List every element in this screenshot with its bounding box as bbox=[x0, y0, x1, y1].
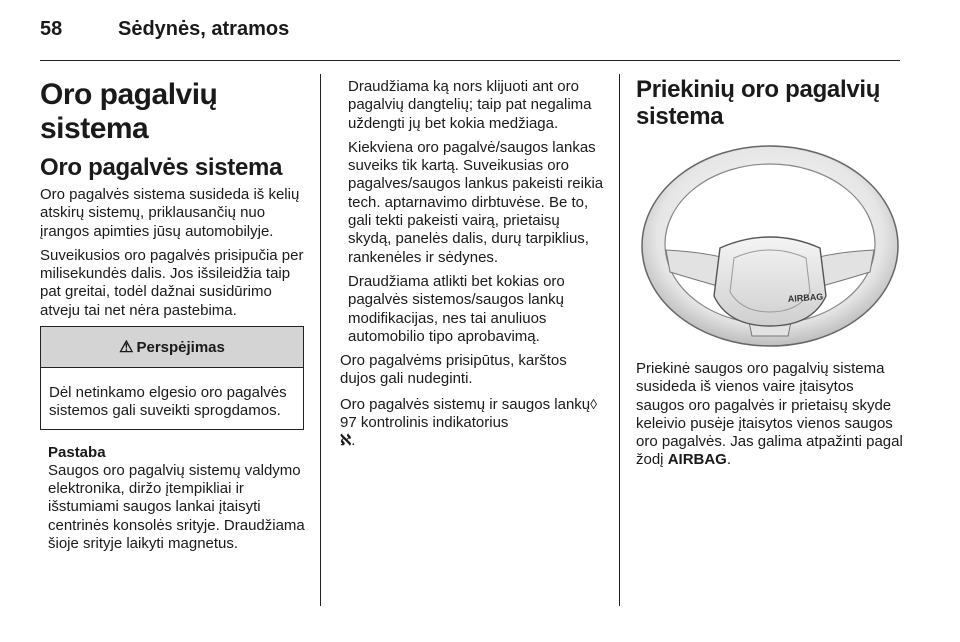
subsection-title: Oro pagalvės sistema bbox=[40, 154, 283, 181]
paragraph-text: Oro pagalvės sistemų ir saugos lankų bbox=[340, 395, 591, 413]
note-title: Pastaba bbox=[48, 443, 106, 461]
paragraph: Draudžiama ką nors klijuoti ant oro pagalvių dangtelių; taip pat negalima uždengti jų bet kokia medžiaga. bbox=[348, 78, 592, 132]
warning-header bbox=[41, 327, 303, 368]
column-divider-1 bbox=[320, 74, 321, 606]
warning-text: Dėl netinkamo elgesio oro pagalvės sistemos gali suveikti sprogdamos. bbox=[49, 384, 287, 420]
paragraph-text: Priekinė saugos oro pagalvių sistema susideda iš vienos vaire įtaisytos saugos oro pagalvės ir prietaisų skyde keleivio pusėje įtaisytos vienos saugos oro pagalvės. Jas galima atpažinti pagal žodį bbox=[636, 360, 903, 469]
paragraph: Kiekviena oro pagalvė/saugos lankas suveiks tik kartą. Suveikusias oro pagalves/saugos lankus pakeisti reikia tech. aptarnavimo dirbtuvėse. Be to, gali tekti pakeisti vairą, prietaisų skydą, panelės dalis, durų tarpiklius, rankenėles ir sėdynes. bbox=[348, 138, 604, 266]
note-block bbox=[40, 444, 305, 553]
page-number: 58 bbox=[40, 18, 63, 40]
paragraph: Oro pagalvėms prisipūtus, karštos dujos gali nudeginti. bbox=[340, 352, 567, 388]
column-2 bbox=[340, 66, 605, 457]
airbag-keyword: AIRBAG bbox=[667, 451, 727, 469]
section-title: Oro pagalvių sistema bbox=[40, 78, 218, 145]
column-1 bbox=[40, 66, 305, 559]
paragraph: Suveikusios oro pagalvės prisipučia per milisekundės dalis. Jos išsileidžia taip pat greitai, todėl dažnai susidūrimo atveju tai net nėra pastebima. bbox=[40, 246, 304, 319]
column-3 bbox=[636, 66, 904, 476]
note-text: Saugos oro pagalvių sistemų valdymo elektronika, diržo įtempikliai ir išstumiami saugos lankai įtaisyti centrinės konsolės srityje. Draudžiama šioje srityje laikyti magnetus. bbox=[48, 461, 305, 552]
warning-title: Perspėjimas bbox=[136, 338, 225, 356]
section-title: Priekinių oro pagalvių sistema bbox=[636, 76, 881, 130]
page-reference-icon[interactable]: ◊ bbox=[590, 395, 598, 412]
paragraph: Draudžiama atlikti bet kokias oro pagalvės sistemos/saugos lankų modifikacijas, nes tai anuliuos automobilio tipo aprobavimą. bbox=[348, 272, 565, 345]
warning-triangle-icon: ⚠ bbox=[119, 339, 134, 357]
paragraph-text: . bbox=[351, 432, 356, 450]
steering-wheel-airbag-image bbox=[636, 140, 904, 352]
chapter-title: Sėdynės, atramos bbox=[118, 18, 290, 40]
page-header bbox=[40, 18, 289, 48]
paragraph bbox=[636, 360, 904, 470]
header-rule bbox=[40, 60, 900, 61]
airbag-indicator-icon: ℵ bbox=[340, 432, 352, 450]
airbag-label: AIRBAG bbox=[787, 291, 824, 304]
paragraph: Oro pagalvės sistema susideda iš kelių atskirų sistemų, priklausančių nuo įrangos apimties jūsų automobilyje. bbox=[40, 186, 300, 240]
paragraph-text: . bbox=[726, 451, 732, 469]
column-divider-2 bbox=[619, 74, 620, 606]
warning-box bbox=[40, 326, 304, 430]
paragraph-text: 97 kontrolinis indikatorius bbox=[340, 414, 509, 432]
paragraph-with-reference bbox=[340, 395, 605, 451]
